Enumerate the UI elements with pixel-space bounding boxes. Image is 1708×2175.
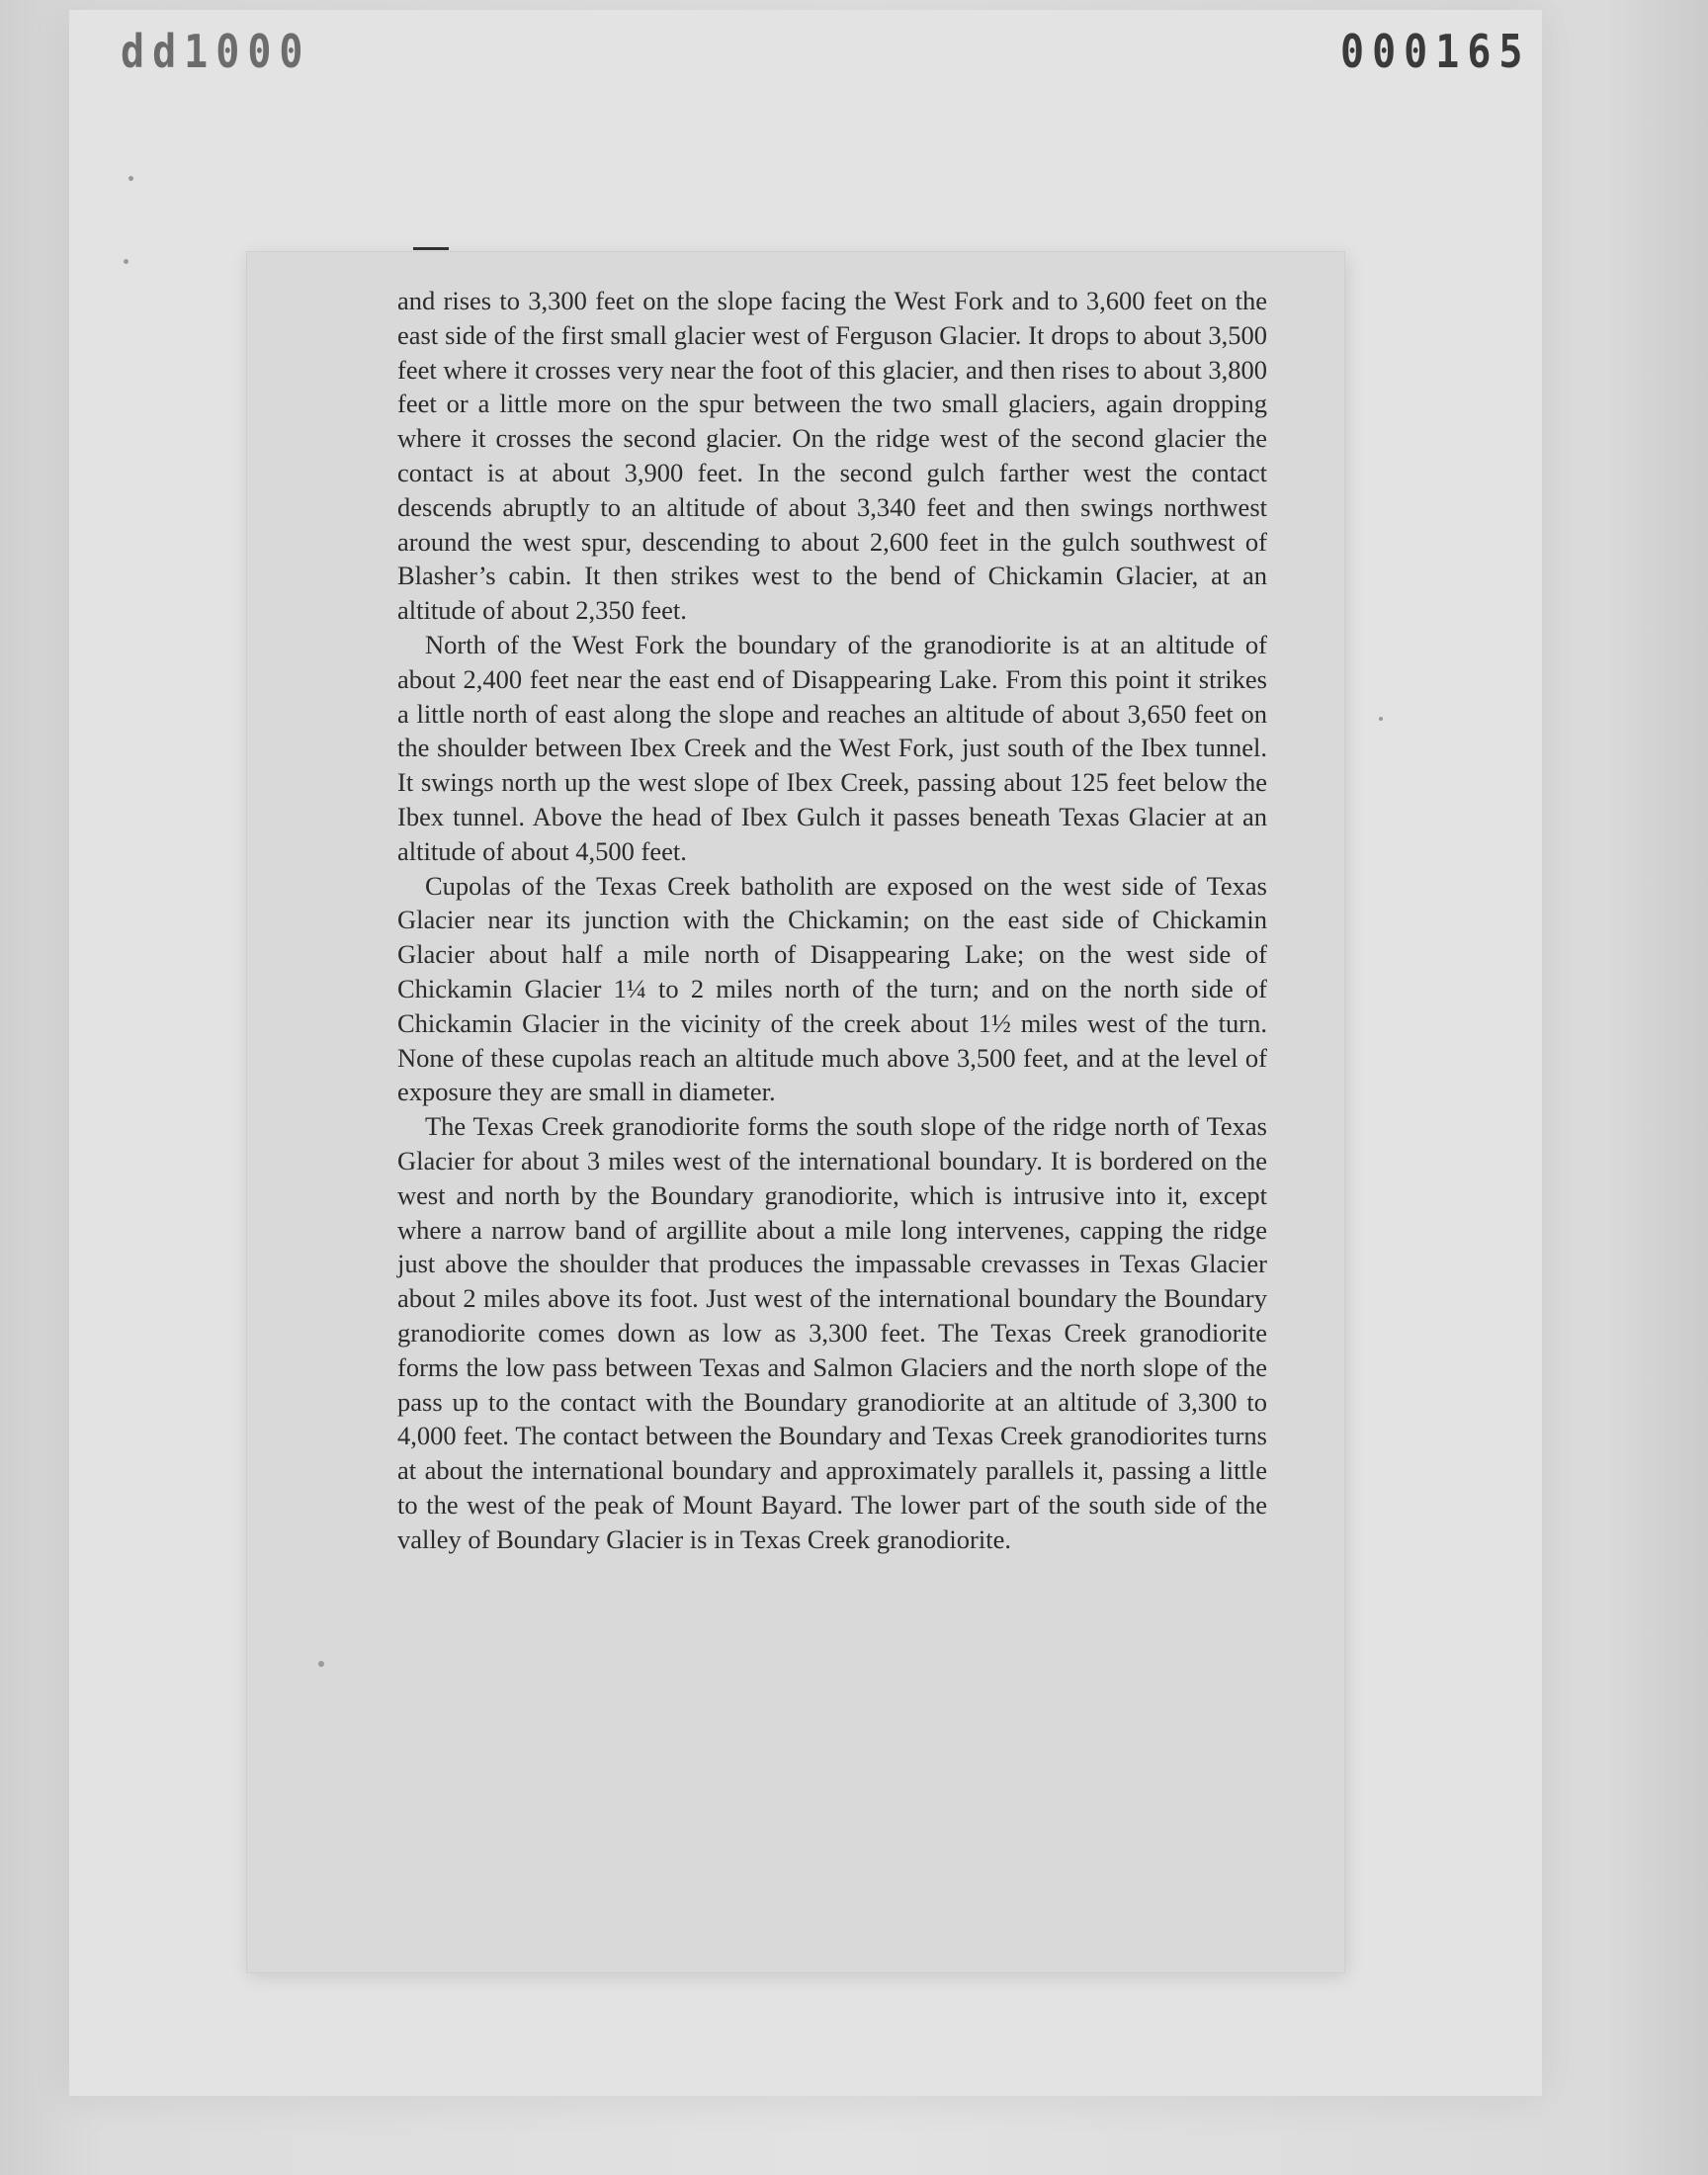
document-page <box>247 252 1344 1972</box>
scan-speck <box>128 176 133 181</box>
paragraph-3: Cupolas of the Texas Creek batholith are exposed on the west side of Texas Glacier near its junction with the Chickamin; on the east side of Chickamin Glacier about half a mile north of Disappearing Lake; on the west side of Chickamin Glacier 1¼ to 2 miles north of the turn; and on the north side of Chickamin Glacier in the vicinity of the creek about 1½ miles west of the turn. None of these cupolas reach an altitude much above 3,500 feet, and at the level of exposure they are small in diameter. <box>397 870 1267 1107</box>
body-text <box>397 284 1267 1556</box>
paragraph-4: The Texas Creek granodiorite forms the south slope of the ridge north of Texas Glacier for about 3 miles west of the international boundary. It is bordered on the west and north by the Boundary granodiorite, which is intrusive into it, except where a narrow band of argillite about a mile long intervenes, capping the ridge just above the shoulder that produces the impassable crevasses in Texas Glacier about 2 miles above its foot. Just west of the international boundary the Boundary granodiorite comes down as low as 3,300 feet. The Texas Creek granodiorite forms the low pass between Texas and Salmon Glaciers and the north slope of the pass up to the contact with the Boundary granodiorite at an altitude of 3,300 to 4,000 feet. The contact between the Boundary and Texas Creek granodiorites turns at about the international boundary and approximately parallels it, passing a little to the west of the peak of Mount Bayard. The lower part of the south side of the valley of Boundary Glacier is in Texas Creek granodiorite. <box>397 1111 1267 1554</box>
page-number-stamp: 000165 <box>1340 26 1531 79</box>
stamp-left: dd1000 <box>121 26 311 79</box>
paragraph-1: and rises to 3,300 feet on the slope facing the West Fork and to 3,600 feet on the east side of the first small glacier west of Ferguson Glacier. It drops to about 3,500 feet where it crosses very near the foot of this glacier, and then rises to about 3,800 feet or a little more on the spur between the two small glaciers, again dropping where it crosses the second glacier. On the ridge west of the second glacier the contact is at about 3,900 feet. In the second gulch farther west the contact descends abruptly to an altitude of about 3,340 feet and then swings northwest around the west spur, descending to about 2,600 feet in the gulch southwest of Blasher’s cabin. It then strikes west to the bend of Chickamin Glacier, at an altitude of about 2,350 feet. <box>397 286 1267 626</box>
paragraph-2: North of the West Fork the boundary of the granodiorite is at an altitude of about 2,400 feet near the east end of Disappearing Lake. From this point it strikes a little north of east along the slope and reaches an altitude of about 3,650 feet on the shoulder between Ibex Creek and the West Fork, just south of the Ibex tunnel. It swings north up the west slope of Ibex Creek, passing about 125 feet below the Ibex tunnel. Above the head of Ibex Gulch it passes beneath Texas Glacier at an altitude of about 4,500 feet. <box>397 629 1267 866</box>
scan-speck <box>124 259 128 264</box>
scan-speck <box>318 1661 324 1667</box>
top-dash-mark <box>413 247 449 250</box>
scan-speck <box>1379 717 1383 721</box>
